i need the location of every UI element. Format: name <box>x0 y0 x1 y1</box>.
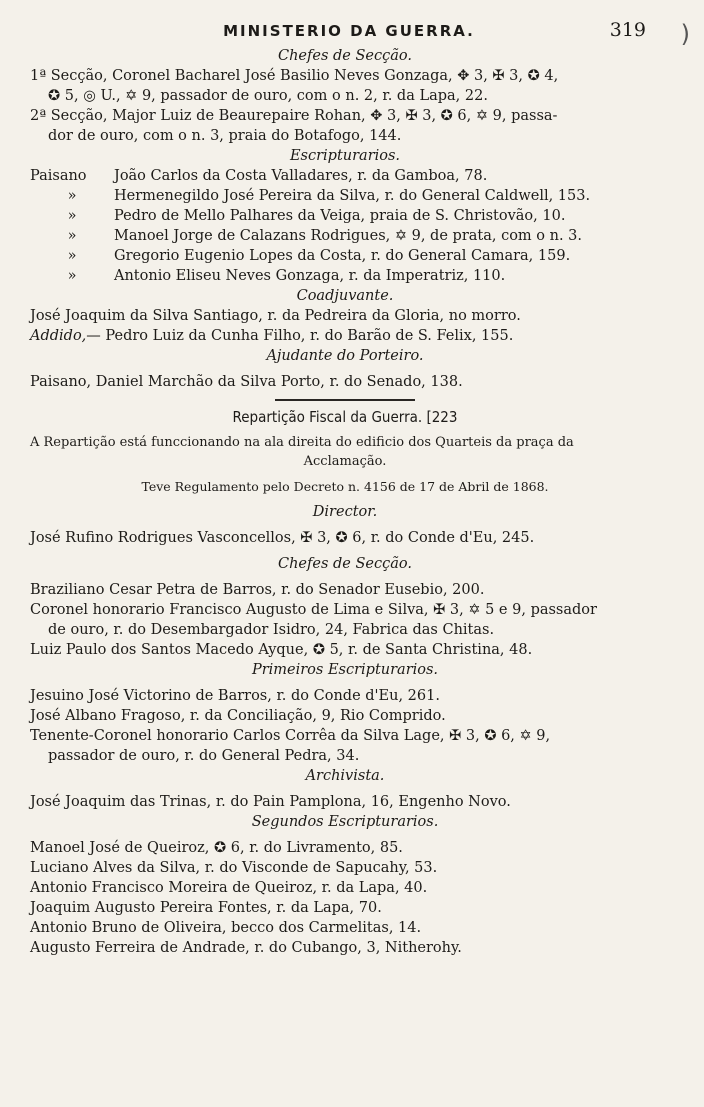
text-line: 2ª Secção, Major Luiz de Beaurepaire Rohan, ✥ 3, ✠ 3, ✪ 6, ✡ 9, passa- <box>30 108 558 124</box>
section-heading: Chefes de Secção. <box>278 556 412 572</box>
section-heading: Chefes de Secção. <box>278 48 412 64</box>
row-label: » <box>67 188 77 204</box>
list-item: Antonio Bruno de Oliveira, becco dos Carmelitas, 14. <box>30 920 422 936</box>
page-body <box>30 46 660 958</box>
row-label: » <box>67 208 77 224</box>
list-item: Joaquim Augusto Pereira Fontes, r. da Lapa, 70. <box>30 900 382 916</box>
section-heading: Escripturarios. <box>289 148 401 164</box>
primeiros-list <box>30 686 660 766</box>
list-item <box>30 246 660 266</box>
segundos-list <box>30 838 660 958</box>
text-line: dor de ouro, com o n. 3, praia do Botafogo, 144. <box>48 128 402 144</box>
office-description-cont: Acclamação. <box>303 454 387 469</box>
section-divider <box>275 399 415 401</box>
text-line: 1ª Secção, Coronel Bacharel José Basilio Neves Gonzaga, ✥ 3, ✠ 3, ✪ 4, <box>30 68 559 84</box>
addido-label: Addido, <box>30 328 87 344</box>
row-text: Gregorio Eugenio Lopes da Costa, r. do General Camara, 159. <box>114 248 571 264</box>
text-line: José Rufino Rodrigues Vasconcellos, ✠ 3, ✪ 6, r. do Conde d'Eu, 245. <box>30 530 535 546</box>
section-heading: Segundos Escripturarios. <box>251 814 439 830</box>
section-heading: Coadjuvante. <box>296 288 394 304</box>
list-item: Jesuino José Victorino de Barros, r. do Conde d'Eu, 261. <box>30 688 440 704</box>
page-header <box>30 19 690 48</box>
list-item <box>30 186 660 206</box>
section-heading: Primeiros Escripturarios. <box>251 662 439 678</box>
row-label: » <box>67 268 77 284</box>
text-line: José Joaquim das Trinas, r. do Pain Pamplona, 16, Engenho Novo. <box>30 794 511 810</box>
section-heading: Ajudante do Porteiro. <box>266 348 424 364</box>
list-item <box>30 266 660 286</box>
row-label: » <box>67 228 77 244</box>
running-title: MINISTERIO DA GUERRA. <box>223 22 475 40</box>
addido-text: — Pedro Luiz da Cunha Filho, r. do Barão de S. Felix, 155. <box>86 328 514 344</box>
row-text: Manoel Jorge de Calazans Rodrigues, ✡ 9, de prata, com o n. 3. <box>114 228 583 244</box>
list-item: Manoel José de Queiroz, ✪ 6, r. do Livramento, 85. <box>30 840 403 856</box>
text-line: ✪ 5, ◎ U., ✡ 9, passador de ouro, com o n. 2, r. da Lapa, 22. <box>48 88 488 104</box>
addido-line <box>30 326 660 346</box>
edge-mark: ) <box>680 20 690 48</box>
escripturarios-list <box>30 166 660 286</box>
row-label: » <box>67 248 77 264</box>
section-heading: Director. <box>312 504 378 520</box>
office-title: Repartição Fiscal da Guerra. [223 <box>232 408 458 426</box>
page-number: 319 <box>609 19 646 41</box>
list-item: Augusto Ferreira de Andrade, r. do Cubango, 3, Nitherohy. <box>30 940 462 956</box>
list-item <box>30 166 660 186</box>
office-description: A Repartição está funccionando na ala direita do edificio dos Quarteis da praça da <box>30 435 574 450</box>
list-item: Antonio Francisco Moreira de Queiroz, r. da Lapa, 40. <box>30 880 428 896</box>
list-item <box>30 206 660 226</box>
list-item: José Albano Fragoso, r. da Conciliação, 9, Rio Comprido. <box>30 708 446 724</box>
text-line: Paisano, Daniel Marchão da Silva Porto, r. do Senado, 138. <box>30 374 463 390</box>
list-item: Tenente-Coronel honorario Carlos Corrêa da Silva Lage, ✠ 3, ✪ 6, ✡ 9, <box>30 728 551 744</box>
row-text: Pedro de Mello Palhares da Veiga, praia de S. Christovão, 10. <box>114 208 566 224</box>
section-heading: Archivista. <box>305 768 385 784</box>
row-text: Antonio Eliseu Neves Gonzaga, r. da Imperatriz, 110. <box>114 268 506 284</box>
list-item: passador de ouro, r. do General Pedra, 34. <box>48 748 360 764</box>
row-text: Hermenegildo José Pereira da Silva, r. do General Caldwell, 153. <box>114 188 591 204</box>
list-item <box>30 226 660 246</box>
list-item: de ouro, r. do Desembargador Isidro, 24, Fabrica das Chitas. <box>48 622 495 638</box>
list-item: Luiz Paulo dos Santos Macedo Ayque, ✪ 5, r. de Santa Christina, 48. <box>30 642 533 658</box>
list-item: Coronel honorario Francisco Augusto de Lima e Silva, ✠ 3, ✡ 5 e 9, passador <box>30 602 597 618</box>
chefes-list <box>30 580 660 660</box>
row-label: Paisano <box>30 168 87 184</box>
row-text: João Carlos da Costa Valladares, r. da Gamboa, 78. <box>114 168 488 184</box>
list-item: Luciano Alves da Silva, r. do Visconde de Sapucahy, 53. <box>30 860 438 876</box>
text-line: José Joaquim da Silva Santiago, r. da Pedreira da Gloria, no morro. <box>30 308 521 324</box>
list-item: Braziliano Cesar Petra de Barros, r. do Senador Eusebio, 200. <box>30 582 485 598</box>
regulamento-note: Teve Regulamento pelo Decreto n. 4156 de 17 de Abril de 1868. <box>141 479 549 494</box>
